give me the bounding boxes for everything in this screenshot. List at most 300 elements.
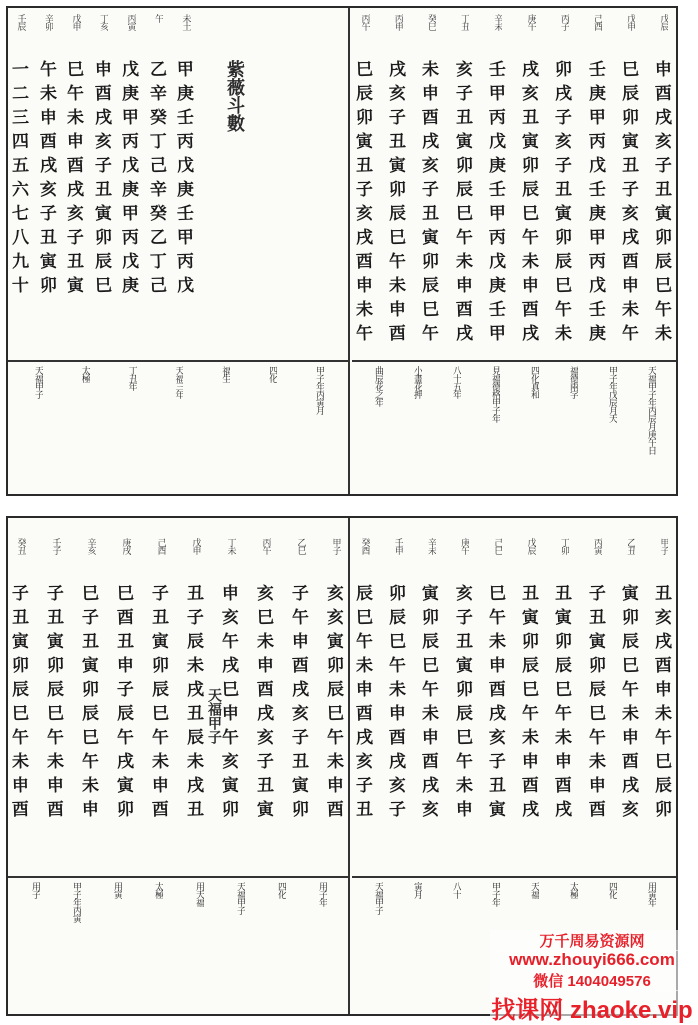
branch-glyph: 寅 xyxy=(152,631,169,653)
branch-glyph: 未 xyxy=(389,275,407,297)
glyph-column xyxy=(622,14,639,360)
branch-glyph: 丑 xyxy=(356,155,373,177)
annotation-note: 曲辰花之年 xyxy=(373,366,383,406)
branch-glyph: 辰 xyxy=(356,583,373,605)
watermark-line-1: 万千周易资源网 xyxy=(490,930,694,951)
glyph-column xyxy=(489,14,506,360)
branch-glyph: 丑 xyxy=(152,607,169,629)
branch-glyph: 甲 xyxy=(488,83,506,105)
branch-glyph: 九 xyxy=(12,251,29,273)
branch-glyph: 亥 xyxy=(522,83,540,105)
branch-glyph: 寅 xyxy=(621,131,639,153)
annotation-note: 用寅年 xyxy=(646,882,656,906)
branch-glyph: 子 xyxy=(555,155,573,177)
column-header: 丙寅 xyxy=(592,538,603,554)
branch-glyph: 未 xyxy=(455,775,473,797)
annotation-note: 用子 xyxy=(30,882,40,898)
column-header: 辛未 xyxy=(492,14,503,30)
branch-glyph: 巳 xyxy=(621,59,639,81)
branch-glyph: 癸 xyxy=(149,203,167,225)
branch-glyph: 丑 xyxy=(12,607,29,629)
annotation-note: 天福 xyxy=(529,882,539,898)
branch-glyph: 亥 xyxy=(257,727,274,749)
branch-glyph: 未 xyxy=(327,751,344,773)
branch-glyph: 寅 xyxy=(356,131,373,153)
branch-glyph: 申 xyxy=(522,751,540,773)
branch-glyph: 戌 xyxy=(621,775,639,797)
annotation-note: 八十五年 xyxy=(451,366,461,398)
branch-glyph: 未 xyxy=(187,655,204,677)
page-gutter xyxy=(348,518,350,1014)
branch-glyph: 壬 xyxy=(488,59,506,81)
bottom-left-columns xyxy=(8,538,348,874)
column-header: 己酉 xyxy=(592,14,603,30)
branch-glyph: 未 xyxy=(257,631,274,653)
branch-glyph: 二 xyxy=(12,83,29,105)
top-left-columns xyxy=(8,14,198,360)
branch-glyph: 巳 xyxy=(82,583,99,605)
annotation-note: 四化 xyxy=(607,882,617,898)
column-header: 丁亥 xyxy=(98,14,108,30)
branch-glyph: 甲 xyxy=(122,203,139,225)
branch-glyph: 丙 xyxy=(177,251,194,273)
branch-glyph: 午 xyxy=(488,607,506,629)
branch-glyph: 丑 xyxy=(117,631,134,653)
branch-glyph: 寅 xyxy=(522,131,540,153)
branch-glyph: 甲 xyxy=(177,227,194,249)
column-header: 辛未 xyxy=(425,538,436,554)
branch-glyph: 申 xyxy=(621,275,639,297)
branch-glyph: 亥 xyxy=(327,583,344,605)
branch-glyph: 酉 xyxy=(356,251,373,273)
glyph-column xyxy=(422,14,439,360)
branch-glyph: 丑 xyxy=(187,703,204,725)
branch-glyph: 丑 xyxy=(257,775,274,797)
branch-glyph: 酉 xyxy=(356,703,373,725)
branch-glyph: 辰 xyxy=(356,83,373,105)
branch-glyph: 子 xyxy=(389,799,407,821)
branch-glyph: 巳 xyxy=(222,679,239,701)
branch-glyph: 八 xyxy=(12,227,29,249)
glyph-column xyxy=(589,538,606,874)
branch-glyph: 辰 xyxy=(522,655,540,677)
branch-glyph: 申 xyxy=(488,655,506,677)
top-right-notes xyxy=(352,366,676,494)
branch-glyph: 午 xyxy=(654,299,672,321)
branch-glyph: 巳 xyxy=(82,727,99,749)
branch-glyph: 未 xyxy=(422,59,440,81)
glyph-column xyxy=(489,538,506,874)
column-header: 癸丑 xyxy=(15,538,26,554)
branch-glyph: 酉 xyxy=(555,775,573,797)
column-header: 未土 xyxy=(180,14,191,30)
branch-glyph: 寅 xyxy=(422,227,440,249)
column-header: 癸巳 xyxy=(425,14,436,30)
branch-glyph: 辰 xyxy=(588,679,606,701)
branch-glyph: 午 xyxy=(152,727,169,749)
branch-glyph: 丙 xyxy=(122,227,139,249)
branch-glyph: 申 xyxy=(152,775,169,797)
branch-glyph: 未 xyxy=(389,679,407,701)
annotation-note: 天福甲子 xyxy=(32,366,43,398)
branch-glyph: 卯 xyxy=(222,799,239,821)
column-header: 己酉 xyxy=(155,538,166,554)
branch-glyph: 丙 xyxy=(177,131,194,153)
annotation-note: 太極 xyxy=(568,882,578,898)
branch-glyph: 卯 xyxy=(327,655,344,677)
annotation-note: 太極 xyxy=(79,366,90,382)
branch-glyph: 巳 xyxy=(94,275,112,297)
branch-glyph: 酉 xyxy=(152,799,169,821)
branch-glyph: 辰 xyxy=(152,679,169,701)
branch-glyph: 卯 xyxy=(422,251,440,273)
branch-glyph: 亥 xyxy=(389,83,407,105)
branch-glyph: 戊 xyxy=(122,251,139,273)
branch-glyph: 丑 xyxy=(187,799,204,821)
branch-glyph: 申 xyxy=(455,799,473,821)
branch-glyph: 丑 xyxy=(47,607,64,629)
branch-glyph: 辛 xyxy=(149,83,167,105)
branch-glyph: 申 xyxy=(67,131,84,153)
branch-glyph: 申 xyxy=(522,275,540,297)
branch-glyph: 亥 xyxy=(292,703,309,725)
branch-glyph: 申 xyxy=(389,703,407,725)
branch-glyph: 子 xyxy=(488,751,506,773)
divider-line xyxy=(352,360,676,362)
branch-glyph: 巳 xyxy=(47,703,64,725)
branch-glyph: 戊 xyxy=(488,251,506,273)
branch-glyph: 亥 xyxy=(257,583,274,605)
branch-glyph: 辛 xyxy=(149,179,167,201)
annotation-note: 見福德格甲子年 xyxy=(490,366,500,422)
branch-glyph: 酉 xyxy=(488,679,506,701)
column-header: 戊辰 xyxy=(525,538,536,554)
branch-glyph: 辰 xyxy=(522,179,540,201)
branch-glyph: 壬 xyxy=(177,107,194,129)
branch-glyph: 酉 xyxy=(94,83,112,105)
branch-glyph: 午 xyxy=(555,703,573,725)
column-header: 丙子 xyxy=(558,14,569,30)
column-header: 甲子 xyxy=(658,538,669,554)
branch-glyph: 巳 xyxy=(621,655,639,677)
branch-glyph: 亥 xyxy=(356,751,373,773)
branch-glyph: 申 xyxy=(621,727,639,749)
branch-glyph: 甲 xyxy=(488,323,506,345)
branch-glyph: 未 xyxy=(47,751,64,773)
annotation-note: 寅月 xyxy=(412,882,422,898)
branch-glyph: 午 xyxy=(389,251,407,273)
branch-glyph: 巳 xyxy=(488,583,506,605)
branch-glyph: 七 xyxy=(12,203,29,225)
glyph-column xyxy=(95,14,112,360)
glyph-column xyxy=(655,14,672,360)
branch-glyph: 丑 xyxy=(292,751,309,773)
branch-glyph: 午 xyxy=(356,323,373,345)
column-header: 辛亥 xyxy=(85,538,96,554)
annotation-note: 四化 xyxy=(276,882,286,898)
branch-glyph: 寅 xyxy=(422,583,440,605)
branch-glyph: 戌 xyxy=(621,227,639,249)
glyph-column xyxy=(122,14,139,360)
column-header: 乙巳 xyxy=(295,538,306,554)
branch-glyph: 巳 xyxy=(327,703,344,725)
branch-glyph: 子 xyxy=(152,583,169,605)
glyph-column xyxy=(356,538,373,874)
branch-glyph: 申 xyxy=(12,775,29,797)
branch-glyph: 寅 xyxy=(555,607,573,629)
watermark-line-4: 找课网 zhaoke.vip xyxy=(490,990,694,1025)
branch-glyph: 戊 xyxy=(488,131,506,153)
branch-glyph: 丑 xyxy=(187,583,204,605)
column-header: 甲子 xyxy=(330,538,341,554)
branch-glyph: 壬 xyxy=(588,299,606,321)
branch-glyph: 戌 xyxy=(522,323,540,345)
branch-glyph: 亥 xyxy=(327,607,344,629)
branch-glyph: 子 xyxy=(621,179,639,201)
branch-glyph: 戌 xyxy=(522,799,540,821)
branch-glyph: 午 xyxy=(621,323,639,345)
glyph-column xyxy=(67,14,84,360)
branch-glyph: 甲 xyxy=(488,203,506,225)
branch-glyph: 子 xyxy=(654,155,672,177)
divider-line xyxy=(352,876,676,878)
branch-glyph: 卯 xyxy=(152,655,169,677)
branch-glyph: 庚 xyxy=(122,275,139,297)
branch-glyph: 丙 xyxy=(122,131,139,153)
column-header: 壬辰 xyxy=(15,14,26,30)
branch-glyph: 丑 xyxy=(588,607,606,629)
branch-glyph: 戊 xyxy=(122,59,139,81)
glyph-column xyxy=(292,538,309,874)
branch-glyph: 寅 xyxy=(522,607,540,629)
branch-glyph: 卯 xyxy=(654,799,672,821)
branch-glyph: 未 xyxy=(488,631,506,653)
branch-glyph: 未 xyxy=(588,751,606,773)
annotation-note: 甲子年丙寅 xyxy=(71,882,81,922)
annotation-note: 天福三年 xyxy=(173,366,184,398)
column-header: 丙午 xyxy=(359,14,370,30)
branch-glyph: 卯 xyxy=(94,227,112,249)
branch-glyph: 甲 xyxy=(588,107,606,129)
branch-glyph: 丑 xyxy=(555,583,573,605)
branch-glyph: 丑 xyxy=(67,251,84,273)
branch-glyph: 未 xyxy=(187,751,204,773)
branch-glyph: 子 xyxy=(82,607,99,629)
column-header: 戊申 xyxy=(625,14,636,30)
branch-glyph: 戌 xyxy=(94,107,112,129)
branch-glyph: 亥 xyxy=(94,131,112,153)
branch-glyph: 六 xyxy=(12,179,29,201)
branch-glyph: 巳 xyxy=(389,227,407,249)
branch-glyph: 子 xyxy=(292,583,309,605)
branch-glyph: 申 xyxy=(654,679,672,701)
branch-glyph: 卯 xyxy=(455,155,473,177)
annotation-note: 天福甲子 xyxy=(235,882,245,914)
branch-glyph: 子 xyxy=(94,155,112,177)
annotation-note: 小畫花押 xyxy=(412,366,422,398)
branch-glyph: 丑 xyxy=(488,775,506,797)
branch-glyph: 戌 xyxy=(654,631,672,653)
branch-glyph: 辰 xyxy=(621,83,639,105)
seal-mark: 紫薇斗數 xyxy=(224,60,245,132)
branch-glyph: 午 xyxy=(67,83,84,105)
branch-glyph: 寅 xyxy=(455,655,473,677)
branch-glyph: 庚 xyxy=(588,83,606,105)
branch-glyph: 午 xyxy=(455,227,473,249)
branch-glyph: 辰 xyxy=(187,727,204,749)
branch-glyph: 辰 xyxy=(389,203,407,225)
divider-line xyxy=(8,360,348,362)
column-header: 丙午 xyxy=(260,538,271,554)
branch-glyph: 戌 xyxy=(422,131,440,153)
column-header: 癸酉 xyxy=(359,538,370,554)
branch-glyph: 申 xyxy=(356,679,373,701)
branch-glyph: 未 xyxy=(356,655,373,677)
branch-glyph: 未 xyxy=(152,751,169,773)
branch-glyph: 戊 xyxy=(588,155,606,177)
branch-glyph: 寅 xyxy=(47,631,64,653)
branch-glyph: 卯 xyxy=(422,607,440,629)
bottom-left-notes xyxy=(8,882,348,1014)
branch-glyph: 亥 xyxy=(222,607,239,629)
branch-glyph: 辰 xyxy=(555,251,573,273)
branch-glyph: 卯 xyxy=(12,655,29,677)
branch-glyph: 辰 xyxy=(621,631,639,653)
branch-glyph: 丑 xyxy=(522,583,540,605)
branch-glyph: 壬 xyxy=(588,59,606,81)
branch-glyph: 寅 xyxy=(488,799,506,821)
top-right-columns xyxy=(352,14,676,360)
branch-glyph: 申 xyxy=(555,751,573,773)
branch-glyph: 戌 xyxy=(187,775,204,797)
branch-glyph: 卯 xyxy=(555,227,573,249)
branch-glyph: 未 xyxy=(82,775,99,797)
branch-glyph: 寅 xyxy=(12,631,29,653)
annotation-note: 天福甲子年丙辰月庚午日 xyxy=(646,366,656,454)
branch-glyph: 巳 xyxy=(654,275,672,297)
glyph-column xyxy=(555,14,572,360)
glyph-column xyxy=(40,14,57,360)
branch-glyph: 戊 xyxy=(122,155,139,177)
branch-glyph: 子 xyxy=(257,751,274,773)
branch-glyph: 午 xyxy=(12,727,29,749)
branch-glyph: 申 xyxy=(654,59,672,81)
glyph-column xyxy=(655,538,672,874)
branch-glyph: 巳 xyxy=(455,727,473,749)
branch-glyph: 未 xyxy=(422,703,440,725)
branch-glyph: 庚 xyxy=(177,83,194,105)
branch-glyph: 午 xyxy=(327,727,344,749)
branch-glyph: 巳 xyxy=(117,583,134,605)
branch-glyph: 戌 xyxy=(555,83,573,105)
branch-glyph: 卯 xyxy=(654,227,672,249)
glyph-column xyxy=(522,14,539,360)
branch-glyph: 卯 xyxy=(117,799,134,821)
branch-glyph: 酉 xyxy=(67,155,84,177)
branch-glyph: 辰 xyxy=(47,679,64,701)
branch-glyph: 巳 xyxy=(522,679,540,701)
branch-glyph: 卯 xyxy=(455,679,473,701)
glyph-column xyxy=(456,538,473,874)
branch-glyph: 酉 xyxy=(422,107,440,129)
glyph-column xyxy=(389,14,406,360)
column-header: 午 xyxy=(153,14,163,22)
branch-glyph: 巳 xyxy=(356,59,373,81)
branch-glyph: 戊 xyxy=(177,275,194,297)
branch-glyph: 申 xyxy=(257,655,274,677)
branch-glyph: 酉 xyxy=(621,251,639,273)
branch-glyph: 子 xyxy=(67,227,84,249)
branch-glyph: 申 xyxy=(455,275,473,297)
branch-glyph: 乙 xyxy=(149,227,167,249)
column-header: 己巳 xyxy=(492,538,503,554)
branch-glyph: 亥 xyxy=(389,775,407,797)
branch-glyph: 申 xyxy=(39,107,57,129)
branch-glyph: 子 xyxy=(117,679,134,701)
column-header: 壬子 xyxy=(50,538,61,554)
branch-glyph: 丑 xyxy=(94,179,112,201)
branch-glyph: 壬 xyxy=(588,179,606,201)
glyph-column xyxy=(622,538,639,874)
branch-glyph: 酉 xyxy=(621,751,639,773)
glyph-column xyxy=(47,538,64,874)
column-header: 乙丑 xyxy=(625,538,636,554)
branch-glyph: 一 xyxy=(12,59,29,81)
branch-glyph: 戌 xyxy=(356,227,373,249)
glyph-column xyxy=(389,538,406,874)
branch-glyph: 午 xyxy=(455,751,473,773)
branch-glyph: 未 xyxy=(67,107,84,129)
branch-glyph: 壬 xyxy=(488,179,506,201)
branch-glyph: 戌 xyxy=(455,323,473,345)
branch-glyph: 午 xyxy=(389,655,407,677)
branch-glyph: 丑 xyxy=(356,799,373,821)
branch-glyph: 丑 xyxy=(422,203,440,225)
branch-glyph: 子 xyxy=(292,727,309,749)
branch-glyph: 卯 xyxy=(588,655,606,677)
branch-glyph: 申 xyxy=(422,83,440,105)
branch-glyph: 酉 xyxy=(39,131,57,153)
branch-glyph: 壬 xyxy=(488,299,506,321)
branch-glyph: 巳 xyxy=(422,655,440,677)
branch-glyph: 寅 xyxy=(257,799,274,821)
annotation-note: 丁丑年 xyxy=(126,366,137,390)
branch-glyph: 丙 xyxy=(588,251,606,273)
branch-glyph: 巳 xyxy=(389,631,407,653)
branch-glyph: 申 xyxy=(327,775,344,797)
branch-glyph: 子 xyxy=(588,583,606,605)
branch-glyph: 酉 xyxy=(422,751,440,773)
branch-glyph: 辰 xyxy=(82,703,99,725)
branch-glyph: 壬 xyxy=(177,203,194,225)
glyph-column xyxy=(422,538,439,874)
branch-glyph: 未 xyxy=(522,727,540,749)
branch-glyph: 亥 xyxy=(422,155,440,177)
branch-glyph: 巳 xyxy=(522,203,540,225)
branch-glyph: 卯 xyxy=(82,679,99,701)
branch-glyph: 亥 xyxy=(222,751,239,773)
branch-glyph: 戊 xyxy=(177,155,194,177)
branch-glyph: 申 xyxy=(588,775,606,797)
branch-glyph: 戌 xyxy=(222,655,239,677)
branch-glyph: 巳 xyxy=(555,275,573,297)
branch-glyph: 四 xyxy=(12,131,29,153)
branch-glyph: 戌 xyxy=(389,59,407,81)
branch-glyph: 午 xyxy=(555,299,573,321)
branch-glyph: 亥 xyxy=(488,727,506,749)
branch-glyph: 寅 xyxy=(654,203,672,225)
glyph-column xyxy=(222,538,239,874)
